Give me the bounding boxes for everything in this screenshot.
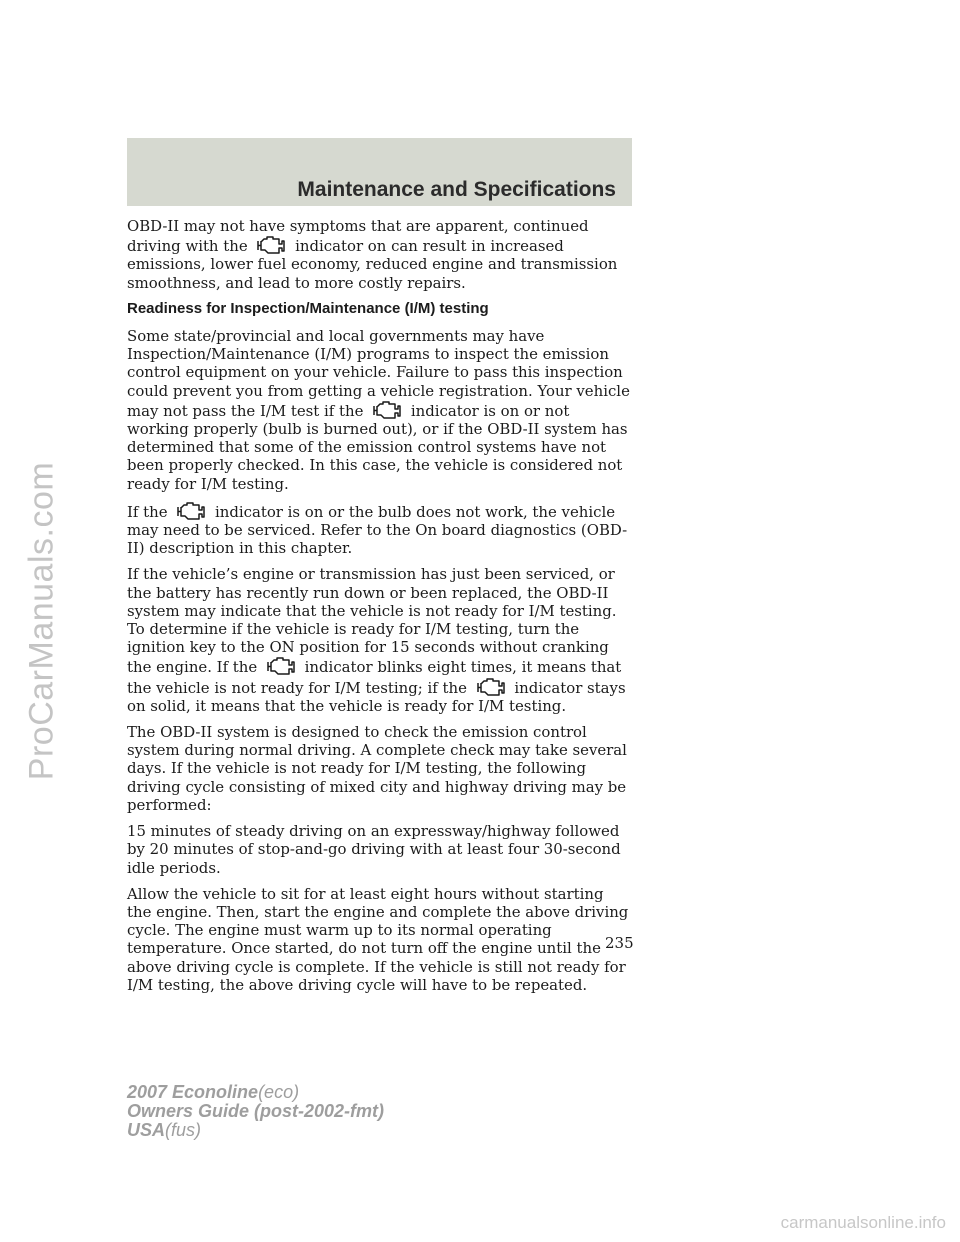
bottom-watermark: carmanualsonline.info [780,1213,946,1232]
text-span: If the [127,502,168,521]
text-span: indicator is on or not working properly (bulb is burned out), or if the OBD-II system has determined that some of the emission control systems have not been properly checked. In this case, the vehicle is considered not ready for I/M testing. [127,401,628,493]
section-heading: Readiness for Inspection/Maintenance (I/M) testing [127,299,489,317]
footer-line-3 [127,1121,384,1140]
check-engine-icon [175,501,207,521]
paragraph-repeat-cycle: Allow the vehicle to sit for at least eight hours without starting the engine. Then, start the engine and complete the above driving cycle. The engine must warm up to its normal operating temperature. Once started, do not turn off the engine until the above driving cycle is complete. If the vehicle is still not ready for I/M testing, the above driving cycle will have to be repeated. [127,884,629,994]
footer-model: 2007 Econoline [127,1082,259,1102]
check-engine-icon [475,677,507,697]
footer [127,1083,384,1140]
paragraph-readiness-check [127,565,632,715]
footer-model-code: (eco) [258,1082,300,1102]
text-span: If the vehicle’s engine or transmission has just been serviced, or the battery has recently run down or been replaced, the OBD-II system may indicate that the vehicle is not ready for I/M testing. To determine if the vehicle is ready for I/M testing, turn the ignition key to the ON position for 15 seconds without cranking the engine. If the [127,565,617,677]
side-watermark: ProCarManuals.com [22,461,61,781]
section-title: Maintenance and Specifications [297,178,616,201]
page-number: 235 [605,934,634,952]
check-engine-icon [255,235,287,255]
footer-guide: Owners Guide (post-2002-fmt) [127,1101,385,1121]
text-span: indicator on can result in increased emissions, lower fuel economy, reduced engine and transmission smoothness, and lead to more costly repairs. [127,237,618,292]
check-engine-icon [265,656,297,676]
paragraph-obd-design: The OBD-II system is designed to check the emission control system during normal driving. A complete check may take several days. If the vehicle is not ready for I/M testing, the following driving cycle consisting of mixed city and highway driving may be performed: [127,723,627,814]
paragraph-obd-symptoms [127,217,632,292]
paragraph-indicator-on [127,501,632,558]
footer-market-code: (fus) [165,1120,202,1140]
text-span: OBD-II may not have symptoms that are apparent, continued driving with the [127,217,589,256]
paragraph-im-programs [127,327,632,493]
paragraph-driving-cycle: 15 minutes of steady driving on an expressway/highway followed by 20 minutes of stop-and-go driving with at least four 30-second idle periods. [127,822,621,877]
section-header-band [127,138,632,206]
text-span: Some state/provincial and local governments may have Inspection/Maintenance (I/M) programs to inspect the emission control equipment on your vehicle. Failure to pass this inspection could prevent you from getting a vehicle registration. Your vehicle may not pass the I/M test if the [127,327,630,420]
footer-line-2 [127,1102,384,1121]
text-span: indicator blinks eight times, it means that the vehicle is not ready for I/M testing; if the [127,658,622,697]
body-text [127,217,632,1002]
text-span: indicator stays on solid, it means that the vehicle is ready for I/M testing. [127,678,626,715]
footer-market: USA [127,1120,166,1140]
check-engine-icon [371,400,403,420]
text-span: indicator is on or the bulb does not work, the vehicle may need to be serviced. Refer to the On board diagnostics (OBD-II) description in this chapter. [127,502,628,558]
footer-line-1 [127,1083,384,1102]
